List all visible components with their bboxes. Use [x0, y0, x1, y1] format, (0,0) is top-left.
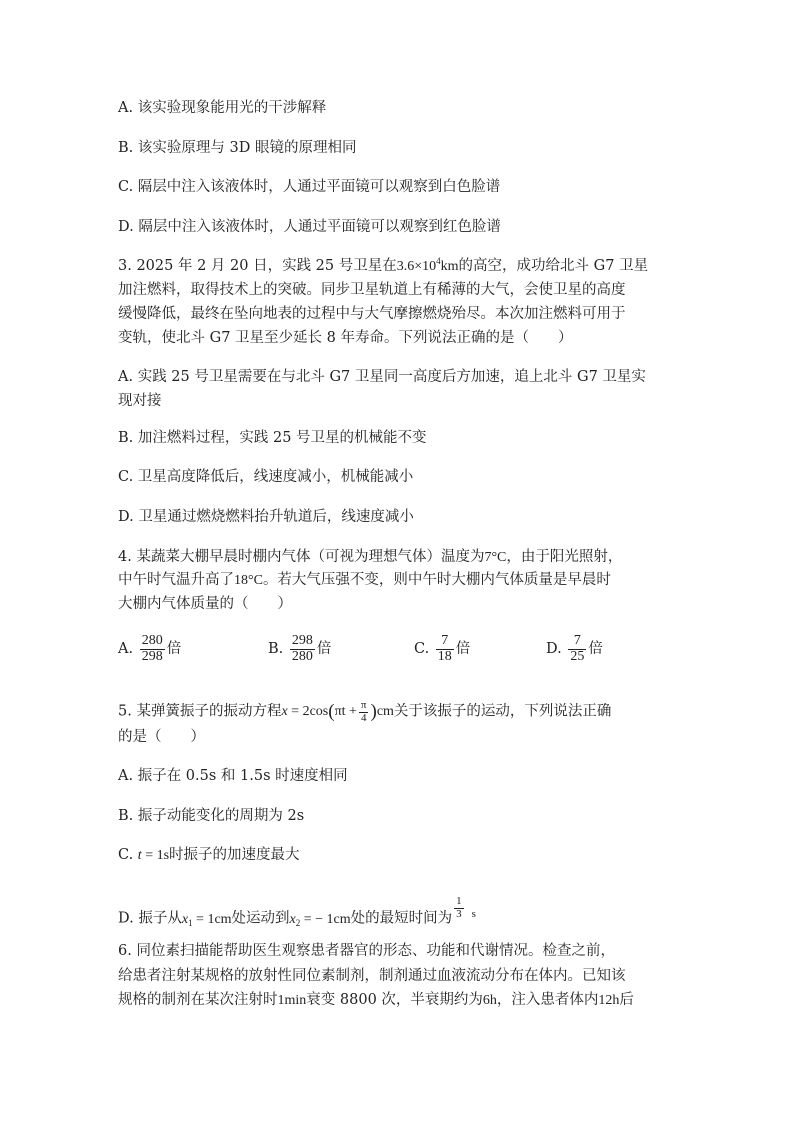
q3-text: 的高空，成功给北斗 G7 卫星 — [458, 258, 649, 274]
q4-stem-line2: 中午时气温升高了18°C。若大气压强不变，则中午时大棚内气体质量是早晨时 — [118, 572, 611, 588]
q3-height: $3.6\times 10^4km$ — [396, 256, 459, 274]
q3-option-a-line1: A. 实践 25 号卫星需要在与北斗 G7 卫星同一高度后方加速，追上北斗 G7 卫星实 — [118, 369, 646, 385]
q5-option-d: D. 振子从$x_1 = 1cm$处运动到$x_2$ = − 1cm处的最短时间为 $\frac{1}{3}$ $^s$ — [118, 895, 476, 928]
q2-option-a: A. 该实验现象能用光的干涉解释 — [118, 100, 327, 116]
q3-option-a-line2: 现对接 — [118, 393, 162, 409]
q3-option-c: C. 卫星高度降低后，线速度减小，机械能减小 — [118, 469, 414, 485]
q3-stem-line1 — [118, 257, 648, 274]
q6-stem-line3: 规格的制剂在某次注射时1min衰变 8800 次，半衰期约为6h，注入患者体内12h后 — [118, 992, 634, 1008]
q4-stem-line3: 大棚内气体质量的（ ） — [118, 596, 292, 612]
q5-option-a: A. 振子在 0.5s 和 1.5s 时速度相同 — [118, 768, 348, 784]
q3-text: 3. 2025 年 2 月 20 日，实践 25 号卫星在 — [118, 258, 397, 274]
q6-stem-line1: 6. 同位素扫描能帮助医生观察患者器官的形态、功能和代谢情况。检查之前， — [118, 943, 615, 959]
fraction: $\frac{\pi}{4}$ — [360, 699, 367, 724]
fraction: $\frac{298}{280}$ — [291, 633, 313, 664]
q4-temp-rise: 18°C — [234, 573, 263, 588]
q4-option-b: B. $\frac{298}{280}$ 倍 — [268, 633, 332, 664]
q5-equation: x = 2cos(πt + $\frac{\pi}{4}$ )cm — [281, 699, 394, 724]
q2-option-d: D. 隔层中注入该液体时，人通过平面镜可以观察到红色脸谱 — [118, 219, 501, 235]
q4-option-c: C. $\frac{7}{18}$ 倍 — [414, 633, 471, 664]
fraction: $\frac{7}{18}$ — [437, 633, 452, 664]
q5-stem-line2: 的是（ ） — [118, 729, 205, 745]
fraction: $\frac{7}{25}$ — [570, 633, 585, 664]
q3-stem-line2: 加注燃料，取得技术上的突破。同步卫星轨道上有稀薄的大气，会使卫星的高度 — [118, 282, 626, 298]
q4-option-a: A. $\frac{280}{298}$ 倍 — [118, 633, 182, 664]
q3-option-b: B. 加注燃料过程，实践 25 号卫星的机械能不变 — [118, 430, 427, 446]
q3-stem-line3: 缓慢降低，最终在坠向地表的过程中与大气摩擦燃烧殆尽。本次加注燃料可用于 — [118, 306, 626, 322]
q4-option-d: D. $\frac{7}{25}$ 倍 — [546, 633, 603, 664]
q2-option-b: B. 该实验原理与 3D 眼镜的原理相同 — [118, 140, 357, 156]
fraction: $\frac{1}{3}$ — [456, 895, 462, 920]
q2-option-c: C. 隔层中注入该液体时，人通过平面镜可以观察到白色脸谱 — [118, 179, 501, 195]
q5-stem-line1: 5. 某弹簧振子的振动方程x = 2cos(πt + $\frac{\pi}{4}$ )cm关于该振子的运动，下列说法正确 — [118, 699, 612, 724]
q6-stem-line2: 给患者注射某规格的放射性同位素制剂，制剂通过血液流动分布在体内。已知该 — [118, 968, 626, 984]
q5-option-c: C. t = 1s时振子的加速度最大 — [118, 847, 300, 863]
q4-stem-line1: 4. 某蔬菜大棚早晨时棚内气体（可视为理想气体）温度为7°C，由于阳光照射， — [118, 549, 623, 565]
q3-option-d: D. 卫星通过燃烧燃料抬升轨道后，线速度减小 — [118, 509, 414, 525]
q3-stem-line4: 变轨，使北斗 G7 卫星至少延长 8 年寿命。下列说法正确的是（ ） — [118, 330, 573, 346]
q4-temp-initial: 7°C — [484, 550, 507, 565]
q5-option-b: B. 振子动能变化的周期为 2s — [118, 808, 305, 824]
fraction: $\frac{280}{298}$ — [141, 633, 163, 664]
